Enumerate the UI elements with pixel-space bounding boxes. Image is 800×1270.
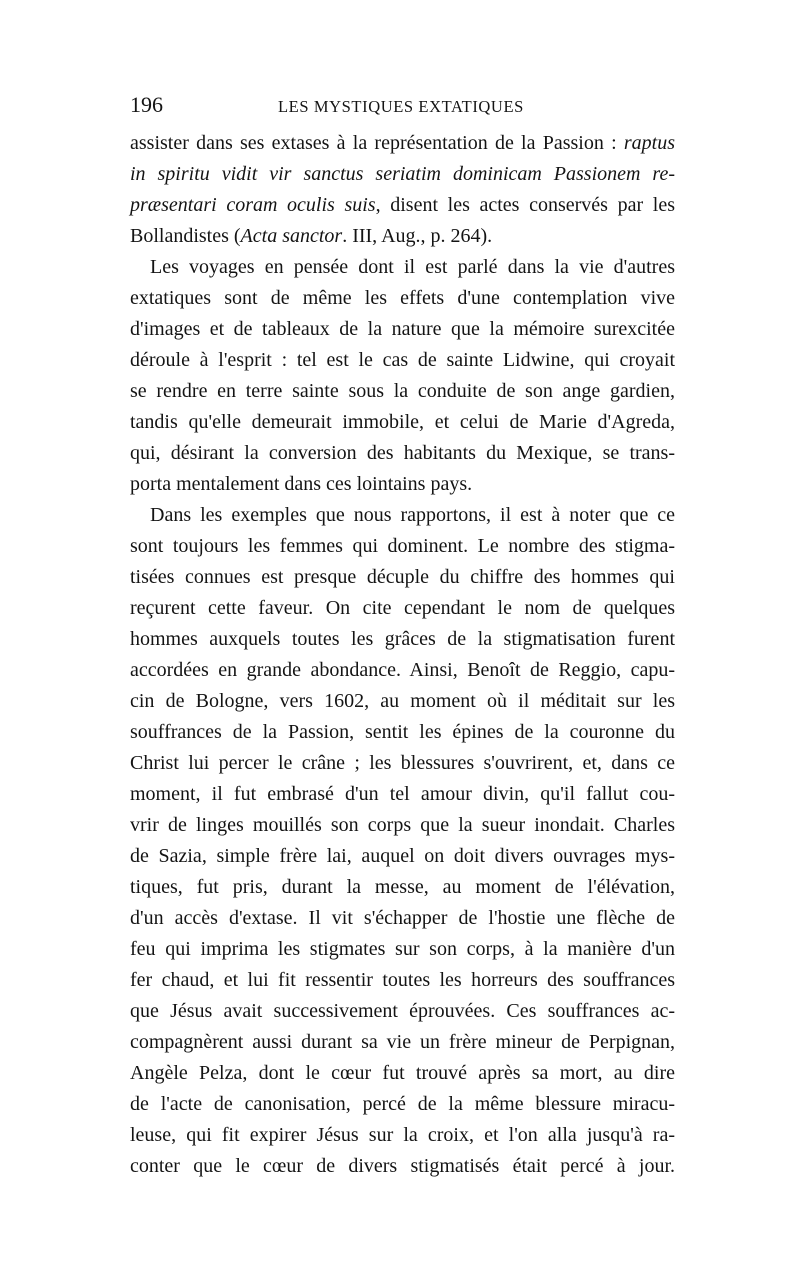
- text-line: accordées en grande abondance. Ainsi, Benoît de Reggio, capu-: [130, 659, 675, 681]
- text-line: de l'acte de canonisation, percé de la même blessure miracu-: [130, 1093, 675, 1115]
- text-line: in spiritu vidit vir sanctus seriatim dominicam Passionem re-: [130, 163, 675, 185]
- text-line: qui, désirant la conversion des habitants du Mexique, se trans-: [130, 442, 675, 464]
- text-line: leuse, qui fit expirer Jésus sur la croix, et l'on alla jusqu'à ra-: [130, 1124, 675, 1146]
- running-head: LES MYSTIQUES EXTATIQUES: [278, 97, 524, 116]
- page-number: 196: [130, 92, 163, 117]
- text-line: cin de Bologne, vers 1602, au moment où il méditait sur les: [130, 690, 675, 712]
- text-line: reçurent cette faveur. On cite cependant le nom de quelques: [130, 597, 675, 619]
- text-line: tandis qu'elle demeurait immobile, et celui de Marie d'Agreda,: [130, 411, 675, 433]
- text-line: conter que le cœur de divers stigmatisés était percé à jour.: [130, 1155, 675, 1177]
- text-line: hommes auxquels toutes les grâces de la stigmatisation furent: [130, 628, 675, 650]
- text-line: vrir de linges mouillés son corps que la sueur inondait. Charles: [130, 814, 675, 836]
- text-line: d'un accès d'extase. Il vit s'échapper de l'hostie une flèche de: [130, 907, 675, 929]
- text-line: tiques, fut pris, durant la messe, au moment de l'élévation,: [130, 876, 675, 898]
- text-line: sont toujours les femmes qui dominent. Le nombre des stigma-: [130, 535, 675, 557]
- text-line: moment, il fut embrasé d'un tel amour divin, qu'il fallut cou-: [130, 783, 675, 805]
- text-line: Bollandistes (Acta sanctor. III, Aug., p. 264).: [130, 225, 493, 247]
- text-line: d'images et de tableaux de la nature que la mémoire surexcitée: [130, 318, 675, 340]
- text-line: Christ lui percer le crâne ; les blessures s'ouvrirent, et, dans ce: [130, 752, 675, 774]
- text-line: extatiques sont de même les effets d'une contemplation vive: [130, 287, 675, 309]
- text-line: se rendre en terre sainte sous la conduite de son ange gardien,: [130, 380, 675, 402]
- text-line: feu qui imprima les stigmates sur son corps, à la manière d'un: [130, 938, 675, 960]
- text-line: de Sazia, simple frère lai, auquel on doit divers ouvrages mys-: [130, 845, 675, 867]
- text-line: præsentari coram oculis suis, disent les actes conservés par les: [130, 194, 675, 216]
- text-line: assister dans ses extases à la représentation de la Passion : raptus: [130, 132, 675, 154]
- text-line: fer chaud, et lui fit ressentir toutes les horreurs des souffrances: [130, 969, 675, 991]
- text-line: que Jésus avait successivement éprouvées. Ces souffrances ac-: [130, 1000, 675, 1022]
- text-line: porta mentalement dans ces lointains pays.: [130, 473, 473, 495]
- text-line: Les voyages en pensée dont il est parlé dans la vie d'autres: [150, 256, 675, 278]
- text-line: Dans les exemples que nous rapportons, il est à noter que ce: [150, 504, 675, 526]
- text-line: compagnèrent aussi durant sa vie un frère mineur de Perpignan,: [130, 1031, 675, 1053]
- page-header: [130, 91, 675, 121]
- text-line: souffrances de la Passion, sentit les épines de la couronne du: [130, 721, 675, 743]
- text-line: Angèle Pelza, dont le cœur fut trouvé après sa mort, au dire: [130, 1062, 675, 1084]
- text-line: déroule à l'esprit : tel est le cas de sainte Lidwine, qui croyait: [130, 349, 675, 371]
- text-line: tisées connues est presque décuple du chiffre des hommes qui: [130, 566, 675, 588]
- body-text: [130, 128, 675, 1182]
